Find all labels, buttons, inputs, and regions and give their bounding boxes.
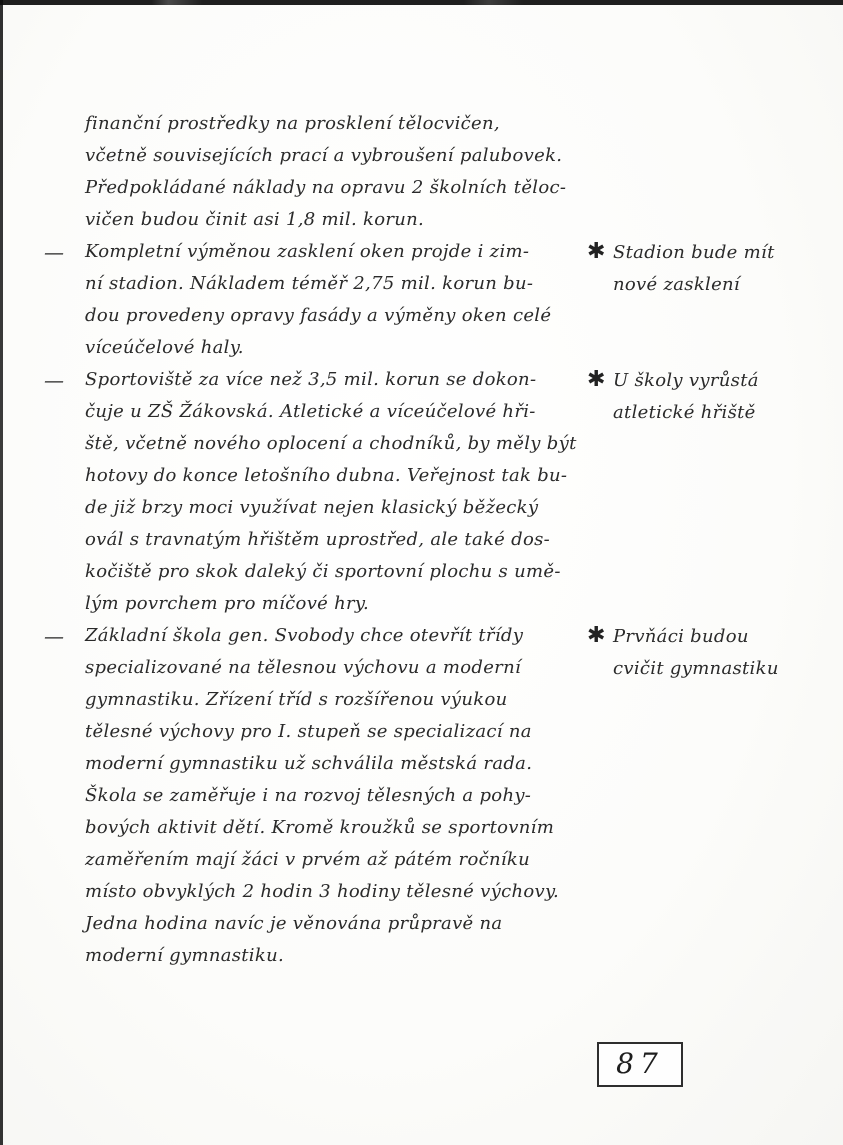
handwritten-line: dou provedeny opravy fasády a výměny oken celé (85, 305, 552, 326)
handwritten-line: hotovy do konce letošního dubna. Veřejnost tak bu- (85, 465, 568, 486)
handwritten-line: Předpokládané náklady na opravu 2 školních těloc- (85, 177, 567, 198)
handwritten-line: víceúčelové haly. (85, 337, 244, 358)
handwritten-line: vičen budou činit asi 1,8 mil. korun. (85, 209, 425, 230)
handwritten-line: ovál s travnatým hřištěm uprostřed, ale také dos- (85, 529, 551, 550)
handwritten-line: moderní gymnastiku. (85, 945, 284, 966)
asterisk-icon: ✱ (587, 367, 606, 392)
paragraph-1 (0, 108, 835, 236)
handwritten-line: gymnastiku. Zřízení tříd s rozšířenou výukou (85, 689, 508, 710)
paragraph-3 (0, 364, 835, 620)
margin-note (577, 620, 835, 685)
handwritten-line: ní stadion. Nákladem téměř 2,75 mil. korun bu- (85, 273, 534, 294)
handwritten-line: místo obvyklých 2 hodin 3 hodiny tělesné výchovy. (85, 881, 560, 902)
scan-edge-top (0, 0, 843, 5)
margin-note-line: Stadion bude mít (613, 242, 775, 263)
handwritten-line: Škola se zaměřuje i na rozvoj tělesných a pohy- (85, 785, 532, 806)
handwritten-line: Kompletní výměnou zasklení oken projde i zim- (85, 241, 530, 262)
margin-note-line: atletické hřiště (613, 402, 756, 423)
margin-note-line: nové zasklení (613, 274, 740, 295)
handwritten-line: zaměřením mají žáci v prvém až pátém ročníku (85, 849, 531, 870)
paragraph-2 (0, 236, 835, 364)
handwritten-line: čuje u ZŠ Žákovská. Atletické a víceúčelové hři- (85, 401, 536, 422)
margin-note-line: Prvňáci budou (613, 626, 749, 647)
asterisk-icon: ✱ (587, 239, 606, 264)
handwritten-line: ště, včetně nového oplocení a chodníků, by měly být (85, 433, 577, 454)
handwritten-line: de již brzy moci využívat nejen klasický běžecký (85, 497, 539, 518)
handwritten-line: bových aktivit dětí. Kromě kroužků se sportovním (85, 817, 555, 838)
dash-marker: — (44, 368, 65, 392)
page-number: 87 (616, 1047, 664, 1080)
handwritten-line: včetně souvisejících prací a vybroušení palubovek. (85, 145, 563, 166)
margin-note (577, 364, 835, 429)
handwritten-line: finanční prostředky na prosklení tělocvičen, (85, 113, 500, 134)
handwritten-line: tělesné výchovy pro I. stupeň se specializací na (85, 721, 532, 742)
handwritten-line: specializované na tělesnou výchovu a moderní (85, 657, 522, 678)
dash-marker: — (44, 240, 65, 264)
handwritten-line: kočiště pro skok daleký či sportovní plochu s umě- (85, 561, 561, 582)
paragraph-4 (0, 620, 835, 972)
page-number-box (597, 1042, 683, 1087)
margin-note (577, 236, 835, 301)
handwritten-line: lým povrchem pro míčové hry. (85, 593, 370, 614)
body-text (0, 108, 835, 972)
handwritten-line: Sportoviště za více než 3,5 mil. korun se dokon- (85, 369, 537, 390)
asterisk-icon: ✱ (587, 623, 606, 648)
dash-marker: — (44, 624, 65, 648)
handwritten-line: moderní gymnastiku už schválila městská rada. (85, 753, 533, 774)
margin-note-line: U školy vyrůstá (613, 370, 759, 391)
margin-note-line: cvičit gymnastiku (613, 658, 779, 679)
handwritten-line: Základní škola gen. Svobody chce otevřít třídy (85, 625, 524, 646)
handwritten-line: Jedna hodina navíc je věnována průpravě na (85, 913, 503, 934)
